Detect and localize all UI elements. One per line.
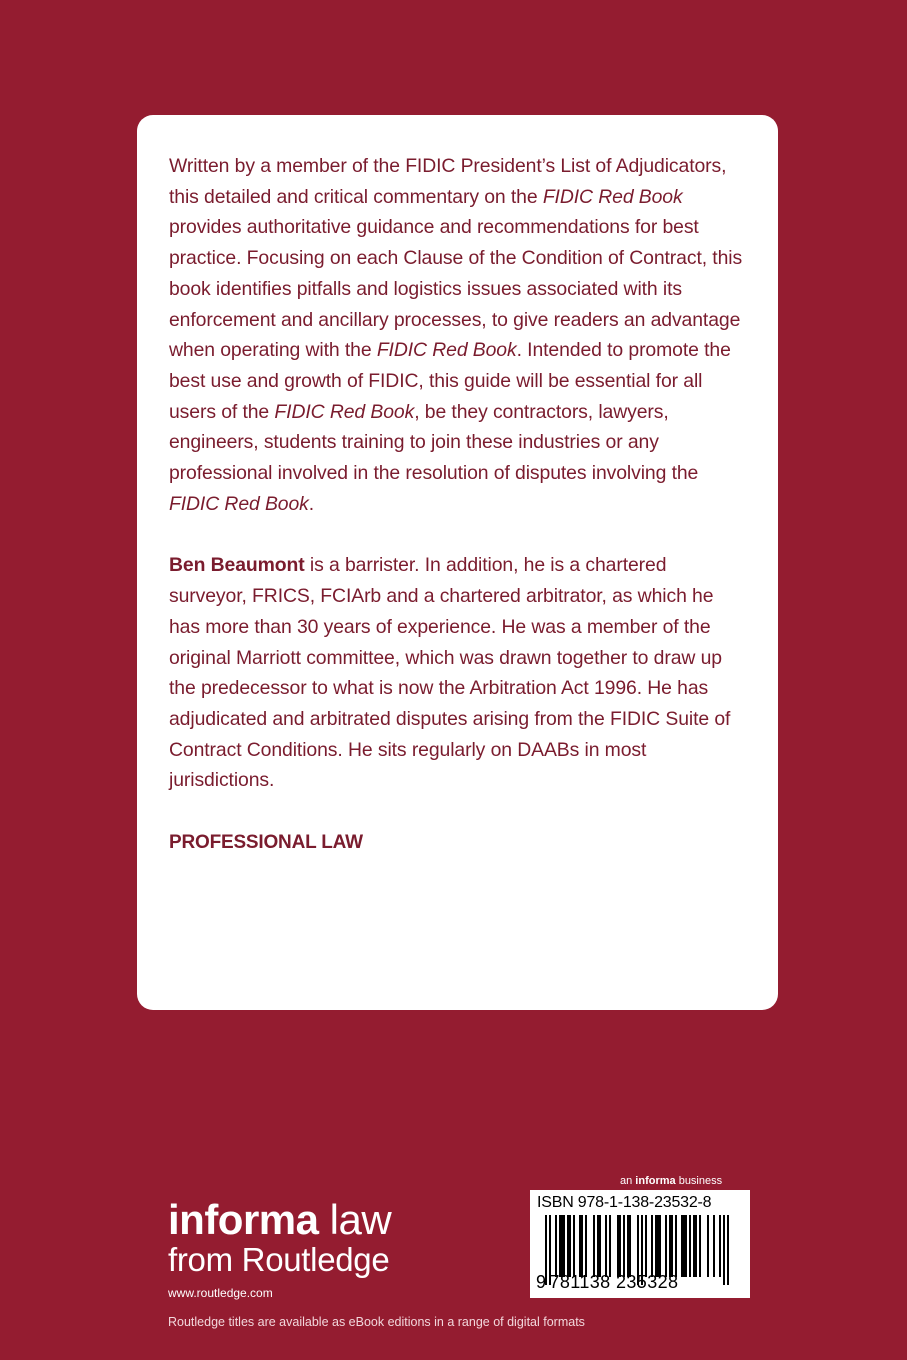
barcode-bar bbox=[665, 1215, 667, 1277]
barcode-bar bbox=[651, 1215, 653, 1277]
barcode-bar bbox=[623, 1215, 625, 1277]
barcode-bar bbox=[699, 1215, 701, 1277]
author-name: Ben Beaumont bbox=[169, 554, 305, 577]
isbn-label: ISBN 978-1-138-23532-8 bbox=[537, 1194, 712, 1211]
barcode-bar bbox=[707, 1215, 709, 1277]
barcode-bar bbox=[585, 1215, 587, 1277]
barcode-bar bbox=[689, 1215, 691, 1277]
barcode-bar bbox=[609, 1215, 611, 1277]
barcode-bar bbox=[681, 1215, 687, 1277]
barcode-bar bbox=[693, 1215, 697, 1277]
barcode-bar bbox=[617, 1215, 621, 1277]
barcode-bar bbox=[727, 1215, 729, 1285]
isbn-barcode bbox=[530, 1190, 750, 1298]
publisher-url: www.routledge.com bbox=[168, 1286, 273, 1300]
publisher-logo: informa law from Routledge bbox=[168, 1196, 392, 1278]
author-bio: Ben Beaumont is a barrister. In addition, he is a chartered surveyor, FRICS, FCIArb and a chartered arbitrator, as which he has more than 30 years of experience. He was a member of the original Marriott committee, which was drawn together to draw up the predecessor to what is now the Arbitration Act 1996. He has adjudicated and arbitrated disputes arising from the FIDIC Suite of Contract Conditions. He sits regularly on DAABs in most jurisdictions. bbox=[169, 554, 731, 792]
barcode-bar bbox=[723, 1215, 725, 1285]
barcode-bar bbox=[579, 1215, 583, 1277]
barcode-bar bbox=[559, 1215, 565, 1277]
barcode-bar bbox=[605, 1215, 607, 1277]
ebook-note: Routledge titles are available as eBook editions in a range of digital formats bbox=[168, 1315, 585, 1329]
isbn-digits: 9 781138 235328 bbox=[536, 1272, 679, 1292]
barcode-bar bbox=[719, 1215, 721, 1277]
barcode-bar bbox=[567, 1215, 571, 1277]
informa-business-tag: an informa business bbox=[620, 1175, 723, 1187]
barcode-bar bbox=[655, 1215, 661, 1277]
barcode-bar bbox=[555, 1215, 557, 1277]
back-cover-text-panel bbox=[137, 115, 778, 1010]
subject-category: PROFESSIONAL LAW bbox=[169, 832, 363, 854]
barcode-bar bbox=[669, 1215, 673, 1277]
barcode-bar bbox=[597, 1215, 601, 1277]
barcode-bar bbox=[713, 1215, 715, 1277]
barcode-bar bbox=[675, 1215, 677, 1277]
barcode-bar bbox=[593, 1215, 595, 1277]
barcode-bar bbox=[627, 1215, 631, 1277]
barcode-bar bbox=[573, 1215, 575, 1277]
book-description: Written by a member of the FIDIC President’s List of Adjudicators, this detailed and critical commentary on the FIDIC Red Book provides authoritative guidance and recommendations for best practice. Focusing on each Clause of the Condition of Contract, this book identifies pitfalls and logistics issues associated with its enforcement and ancillary processes, to give readers an advantage when operating with the FIDIC Red Book. Intended to promote the best use and growth of FIDIC, this guide will be essential for all users of the FIDIC Red Book, be they contractors, lawyers, engineers, students training to join these industries or any professional involved in the resolution of disputes involving the FIDIC Red Book. bbox=[169, 155, 743, 515]
barcode-bar bbox=[645, 1215, 647, 1277]
